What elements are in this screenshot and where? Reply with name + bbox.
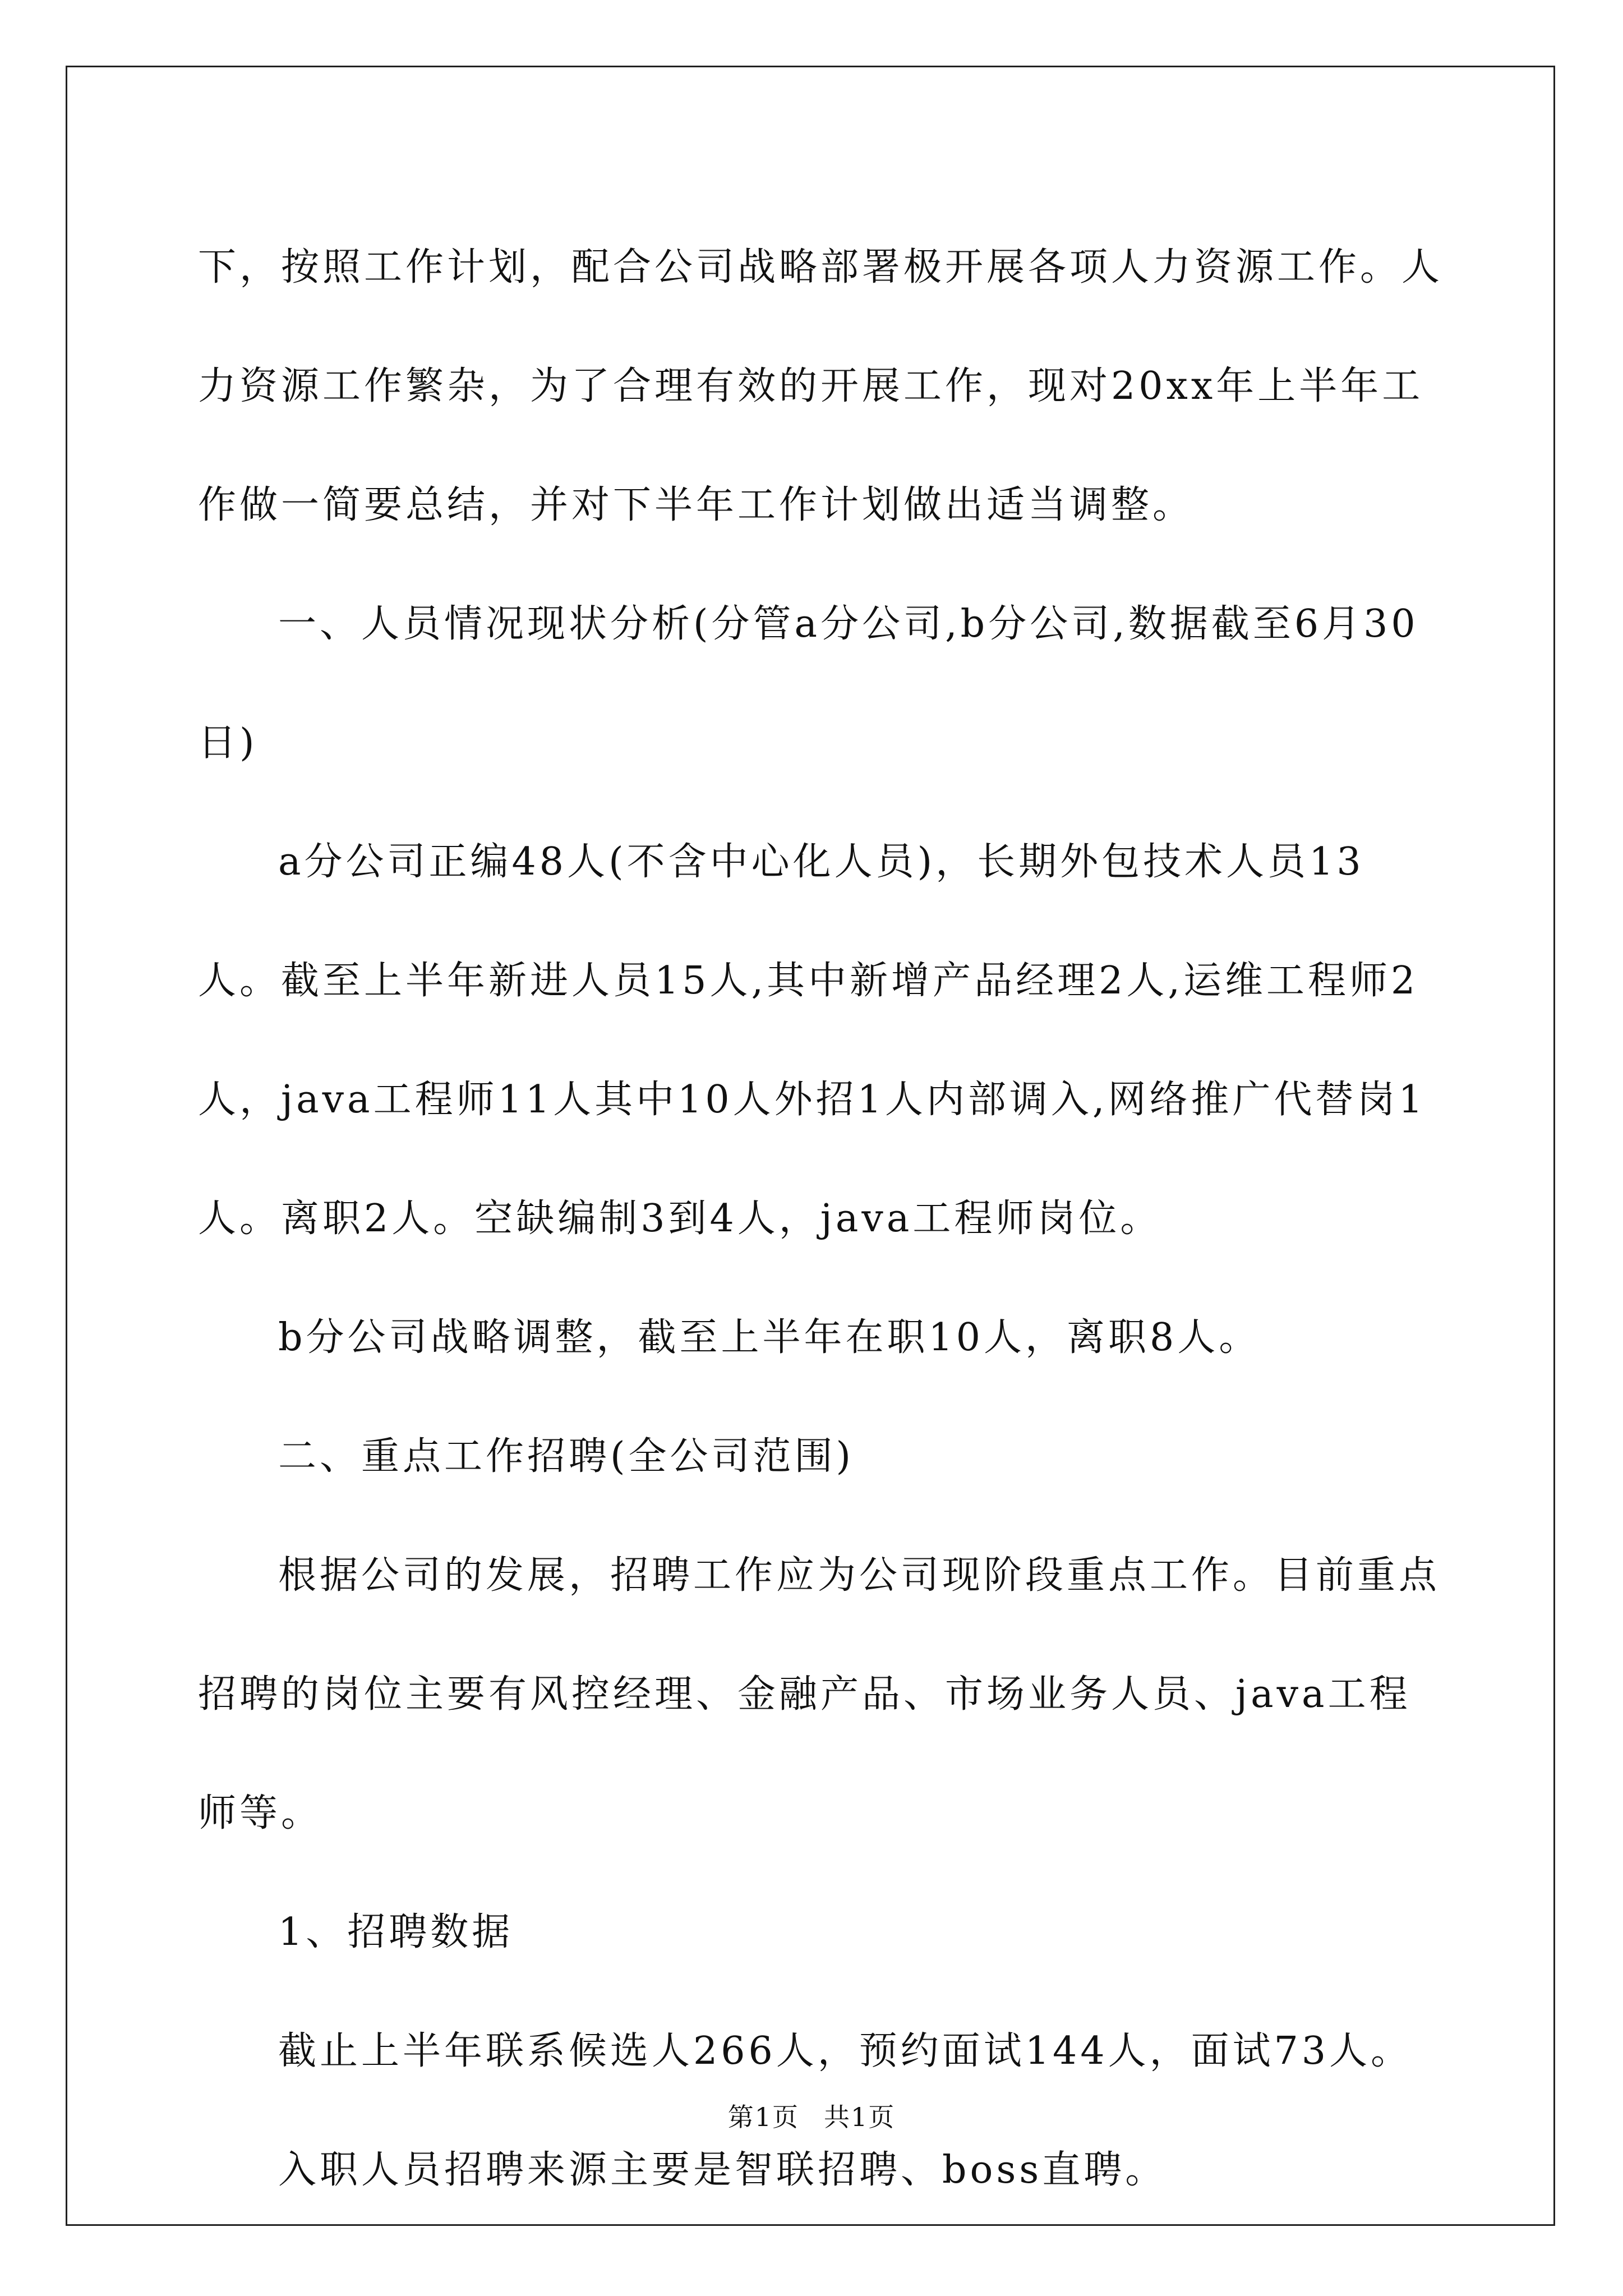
heading-section-1: 一、人员情况现状分析(分管a分公司,b分公司,数据截至6月30日) — [198, 602, 1419, 765]
heading-section-2: 二、重点工作招聘(全公司范围) — [278, 1434, 855, 1479]
paragraph-recruiting-sources: 入职人员招聘来源主要是智联招聘、boss直聘。 — [278, 2148, 1167, 2192]
paragraph-branch-b: b分公司战略调整，截至上半年在职10人，离职8人。 — [278, 1315, 1261, 1360]
page-number: 第1页 — [727, 2102, 799, 2132]
heading-recruiting-data: 1、招聘数据 — [278, 1910, 514, 1954]
paragraph-branch-a: a分公司正编48人(不含中心化人员)，长期外包技术人员13人。截至上半年新进人员15人,其中新增产品经理2人,运维工程师2人，java工程师11人其中10人外招1人内部调入,网络推广代替岗1人。离职2人。空缺编制3到4人，java工程师岗位。 — [198, 840, 1426, 1241]
document-body — [198, 208, 1443, 2230]
paragraph-intro: 下，按照工作计划，配合公司战略部署极开展各项人力资源工作。人力资源工作繁杂，为了合理有效的开展工作，现对20xx年上半年工作做一简要总结，并对下半年工作计划做出适当调整。 — [198, 245, 1444, 527]
paragraph-recruiting-stats: 截止上半年联系候选人266人，预约面试144人，面试73人。 — [278, 2029, 1413, 2073]
page-total: 共1页 — [824, 2102, 896, 2132]
paragraph-recruiting-focus: 根据公司的发展，招聘工作应为公司现阶段重点工作。目前重点招聘的岗位主要有风控经理、金融产品、市场业务人员、java工程师等。 — [198, 1553, 1441, 1835]
page-footer — [0, 2097, 1623, 2134]
